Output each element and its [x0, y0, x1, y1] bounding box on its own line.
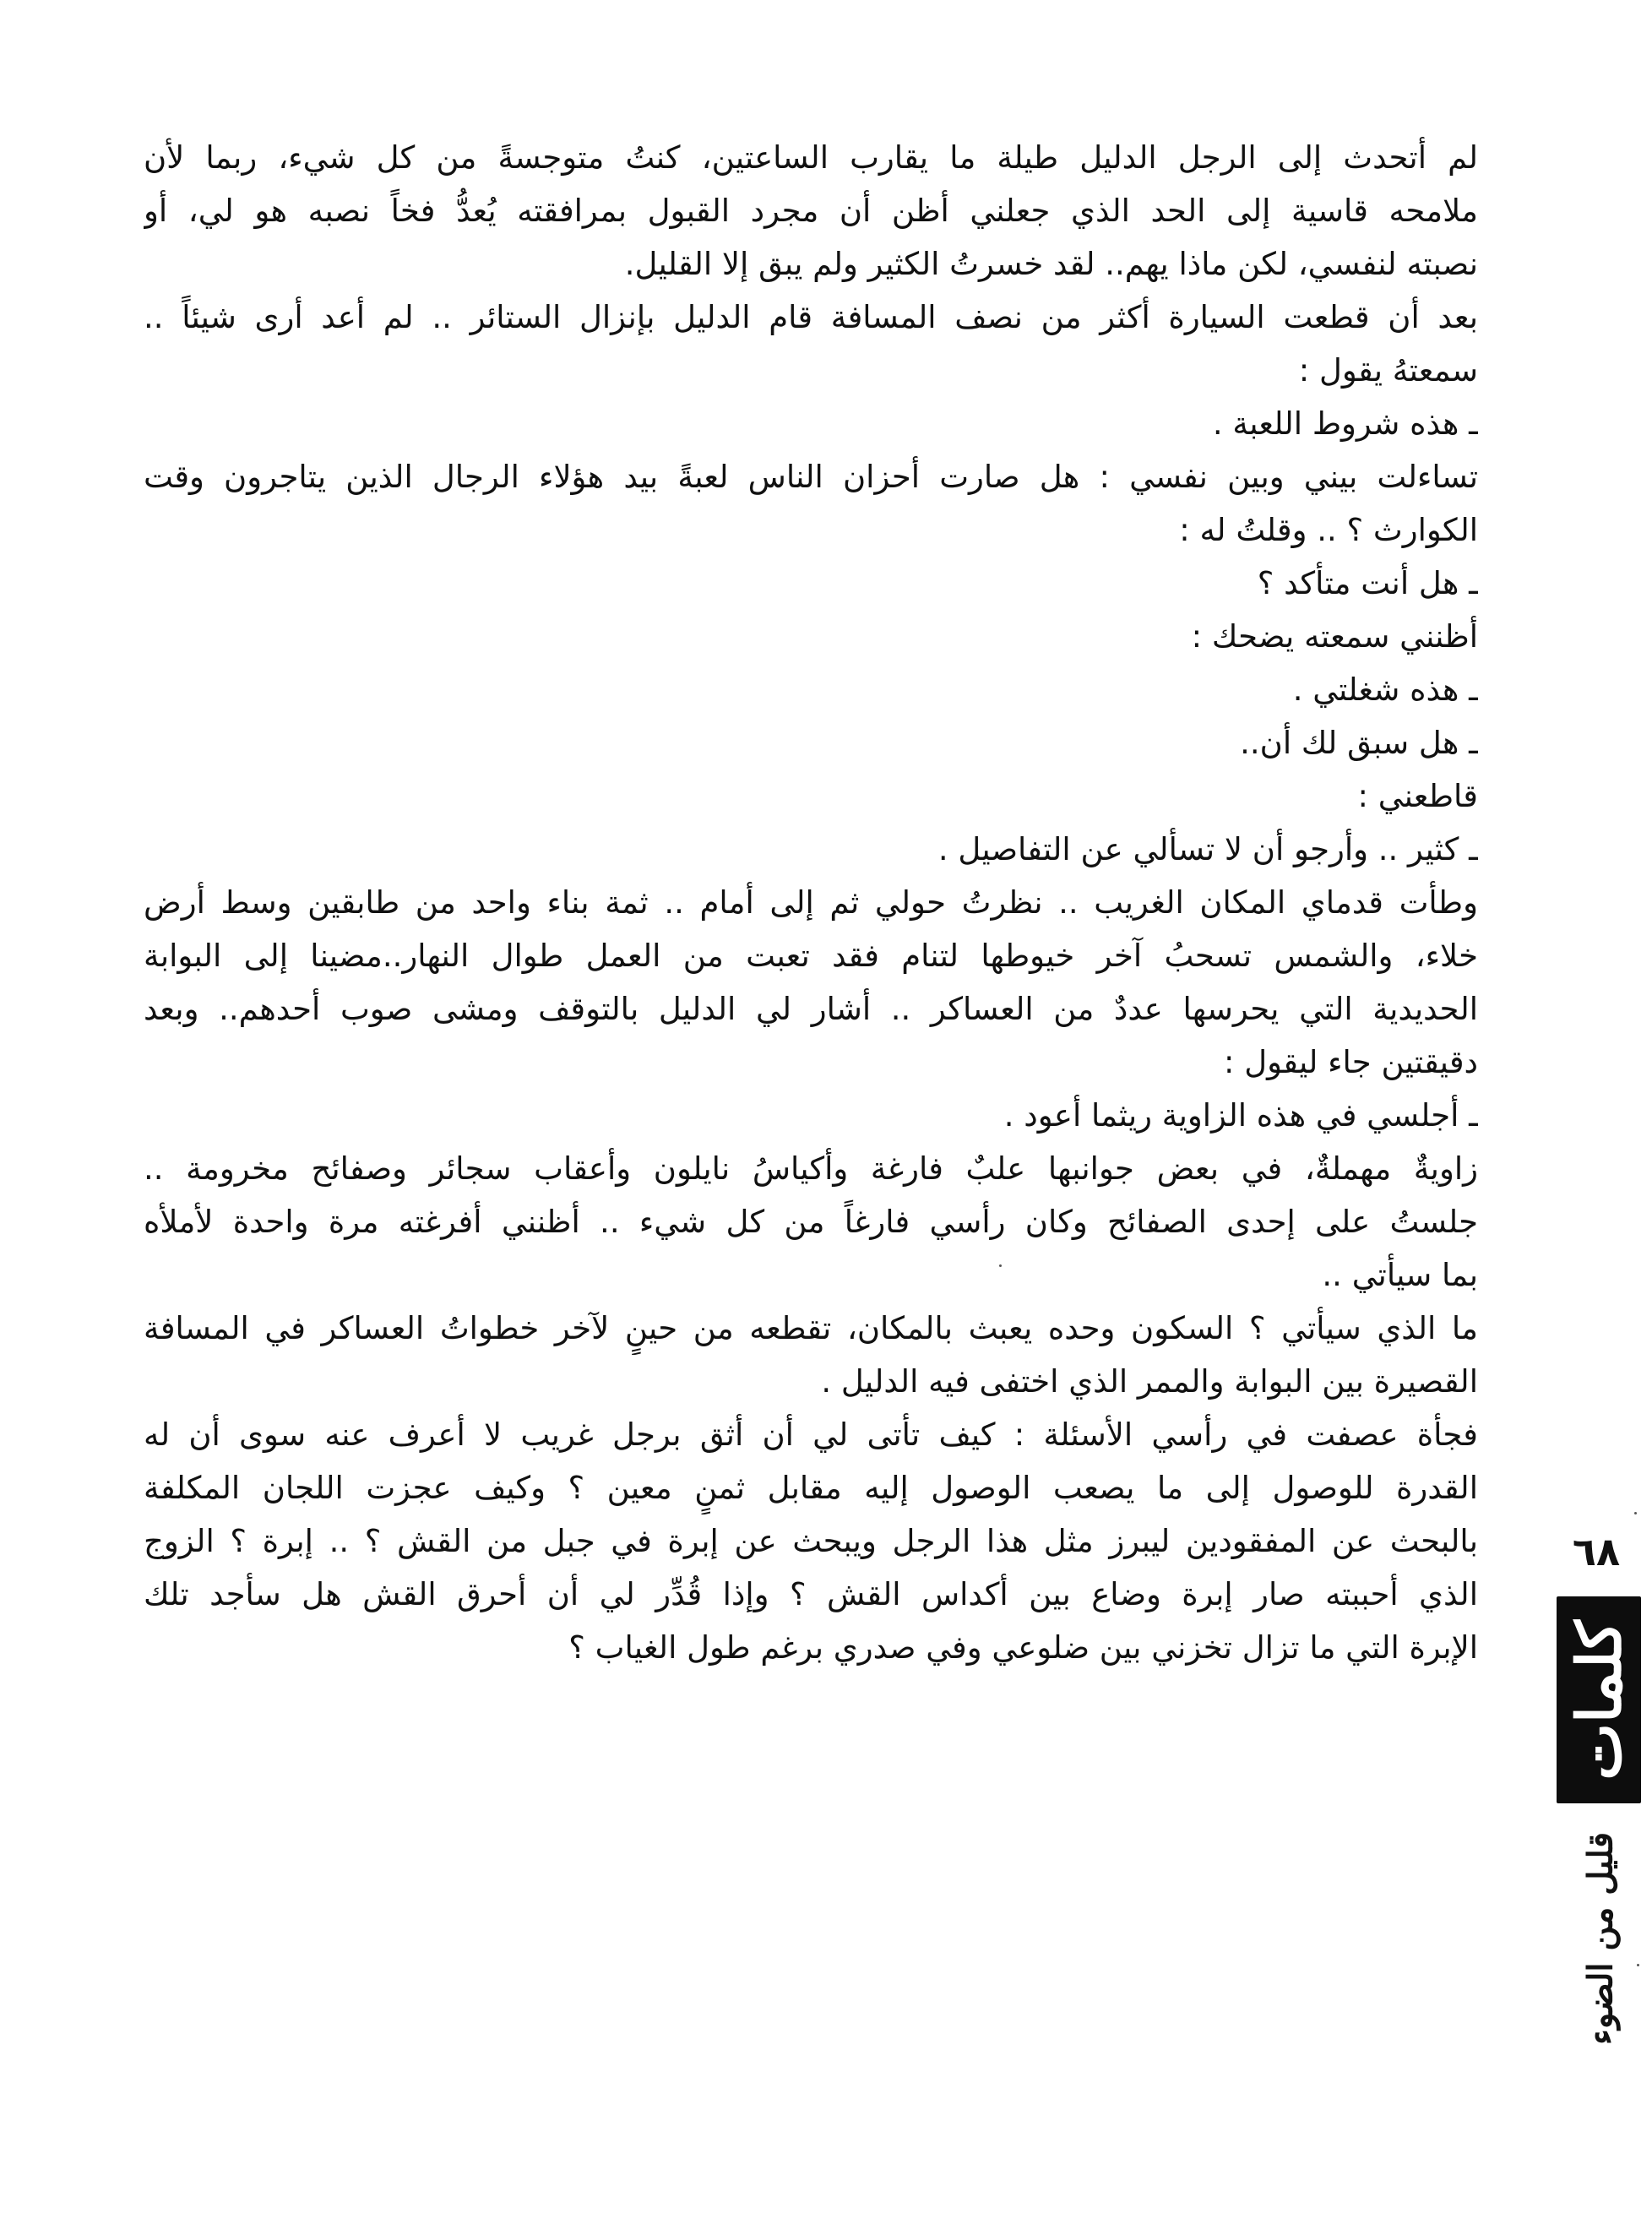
text-line-13: قاطعني : — [1357, 778, 1478, 814]
text-line-22: بما سيأتي .. — [1322, 1257, 1478, 1293]
scan-speck — [1634, 1512, 1637, 1514]
scan-speck — [1637, 1964, 1639, 1966]
logo-text: كلمات — [1562, 1619, 1635, 1781]
text-line-16: خلاء، والشمس تسحبُ آخر خيوطها لتنام فقد تعبت من العمل طوال النهار..مضينا إلى البوابة — [144, 938, 1478, 974]
text-line-29: الإبرة التي ما تزال تخزني بين ضلوعي وفي صدري برغم طول الغياب ؟ — [568, 1629, 1478, 1666]
scan-speck — [999, 1264, 1002, 1267]
text-line-10: أظنني سمعته يضحك : — [1191, 618, 1478, 655]
text-line-19: ـ أجلسي في هذه الزاوية ريثما أعود . — [1003, 1097, 1478, 1134]
text-line-3: نصبته لنفسي، لكن ماذا يهم.. لقد خسرتُ الكثير ولم يبق إلا القليل. — [624, 246, 1478, 282]
text-line-8: الكوارث ؟ .. وقلتُ له : — [1179, 512, 1478, 548]
text-line-25: فجأة عصفت في رأسي الأسئلة : كيف تأتى لي أن أثق برجل غريب لا أعرف عنه سوى أن له — [144, 1416, 1478, 1453]
text-line-9: ـ هل أنت متأكد ؟ — [1257, 565, 1478, 601]
text-line-11: ـ هذه شغلتي . — [1292, 672, 1478, 708]
text-line-27: بالبحث عن المفقودين ليبرز مثل هذا الرجل ويبحث عن إبرة في جبل من القش ؟ .. إبرة ؟ الزوج — [144, 1523, 1478, 1559]
text-line-24: القصيرة بين البوابة والممر الذي اختفى فيه الدليل . — [821, 1363, 1478, 1400]
body-text — [144, 131, 1478, 1674]
text-line-18: دقيقتين جاء ليقول : — [1224, 1044, 1478, 1080]
text-line-4: بعد أن قطعت السيارة أكثر من نصف المسافة قام الدليل بإنزال الستائر .. لم أعد أرى شيئاً .. — [144, 299, 1478, 335]
text-line-2: ملامحه قاسية إلى الحد الذي جعلني أظن أن مجرد القبول بمرافقته يُعدُّ فخاً نصبه هو لي، أو — [144, 193, 1478, 229]
text-line-6: ـ هذه شروط اللعبة . — [1212, 405, 1478, 442]
text-line-5: سمعتهُ يقول : — [1298, 352, 1478, 389]
page-number: ٦٨ — [1572, 1529, 1621, 1574]
book-logo — [1557, 1596, 1641, 1803]
text-line-28: الذي أحببته صار إبرة وضاع بين أكداس القش ؟ وإذا قُدِّر لي أن أحرق القش هل سأجد تلك — [144, 1576, 1478, 1612]
text-line-21: جلستُ على إحدى الصفائح وكان رأسي فارغاً من كل شيء .. أظنني أفرغته مرة واحدة لأملأه — [144, 1204, 1478, 1240]
running-title-text: قليل من الضوء — [1580, 1832, 1621, 2045]
text-line-20: زاويةٌ مهملةٌ، في بعض جوانبها علبٌ فارغة وأكياسُ نايلون وأعقاب سجائر وصفائح مخرومة .. — [144, 1150, 1478, 1187]
text-line-26: القدرة للوصول إلى ما يصعب الوصول إليه مقابل ثمنٍ معين ؟ وكيف عجزت اللجان المكلفة — [144, 1470, 1478, 1506]
text-line-1: لم أتحدث إلى الرجل الدليل طيلة ما يقارب الساعتين، كنتُ متوجسةً من كل شيء، ربما لأن — [144, 139, 1478, 176]
text-line-17: الحديدية التي يحرسها عددٌ من العساكر .. أشار لي الدليل بالتوقف ومشى صوب أحدهم.. وبعد — [144, 991, 1478, 1027]
text-line-12: ـ هل سبق لك أن.. — [1240, 725, 1478, 761]
text-line-7: تساءلت بيني وبين نفسي : هل صارت أحزان الناس لعبةً بيد هؤلاء الرجال الذين يتاجرون وقت — [144, 459, 1478, 495]
text-line-23: ما الذي سيأتي ؟ السكون وحده يعبث بالمكان، تقطعه من حينٍ لآخر خطواتُ العساكر في المسافة — [144, 1310, 1478, 1346]
text-line-15: وطأت قدماي المكان الغريب .. نظرتُ حولي ثم إلى أمام .. ثمة بناء واحد من طابقين وسط أرض — [144, 884, 1478, 921]
text-line-14: ـ كثير .. وأرجو أن لا تسألي عن التفاصيل . — [937, 831, 1478, 867]
running-title — [1567, 1829, 1634, 2048]
